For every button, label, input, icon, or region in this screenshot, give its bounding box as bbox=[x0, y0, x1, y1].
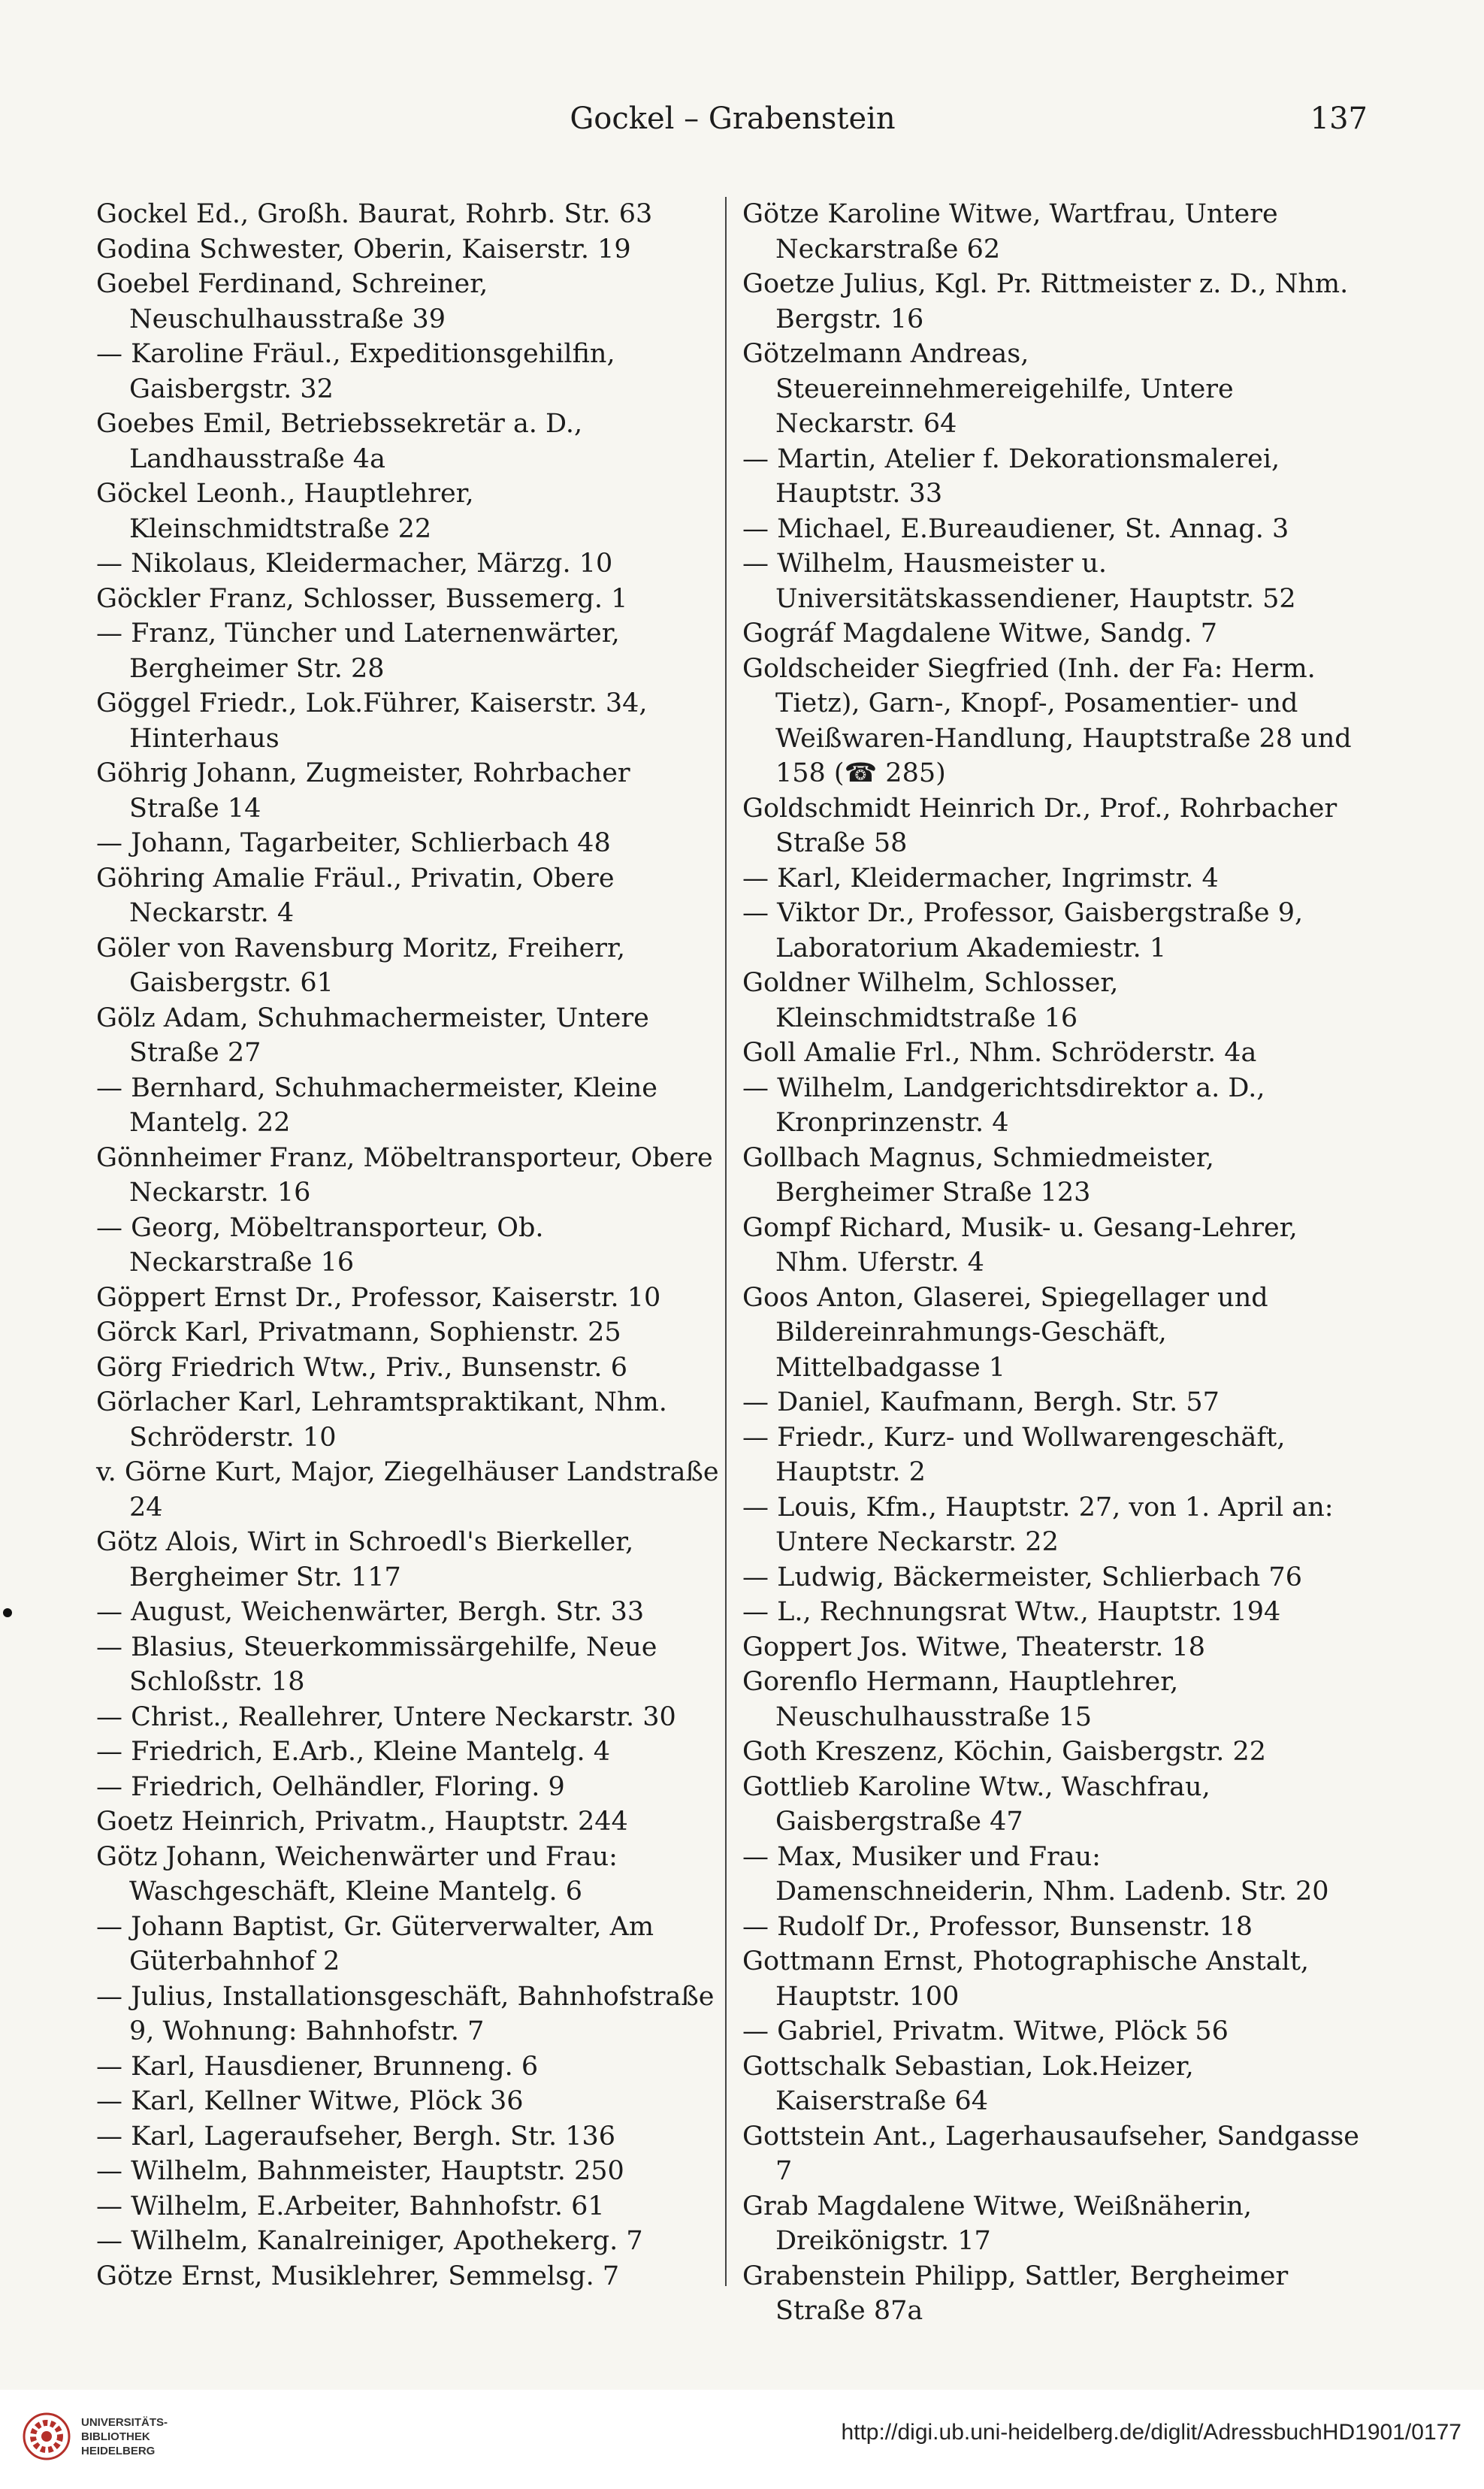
page-number: 137 bbox=[1310, 101, 1368, 136]
directory-entry: Godina Schwester, Oberin, Kaiserstr. 19 bbox=[96, 234, 631, 265]
directory-entry: Götzelmann Andreas, Steuereinnehmereigehilfe, Untere Neckarstr. 64 bbox=[742, 339, 1234, 439]
directory-entry: — Wilhelm, Hausmeister u. Universitätskassendiener, Hauptstr. 52 bbox=[742, 549, 1296, 614]
column-divider bbox=[725, 197, 727, 2286]
logo-line-1: UNIVERSITÄTS- bbox=[81, 2415, 168, 2429]
directory-entry: — Gabriel, Privatm. Witwe, Plöck 56 bbox=[742, 2016, 1229, 2046]
logo-line-2: BIBLIOTHEK bbox=[81, 2430, 150, 2443]
directory-entry: Gottschalk Sebastian, Lok.Heizer, Kaiserstraße 64 bbox=[742, 2051, 1194, 2116]
directory-entry: — Karoline Fräul., Expeditionsgehilfin, Gaisbergstr. 32 bbox=[96, 339, 615, 404]
directory-entry: — Wilhelm, Kanalreiniger, Apothekerg. 7 bbox=[96, 2226, 643, 2256]
library-seal-icon bbox=[23, 2412, 71, 2460]
directory-entry: Grab Magdalene Witwe, Weißnäherin, Dreikönigstr. 17 bbox=[742, 2191, 1252, 2256]
directory-entry: — Ludwig, Bäckermeister, Schlierbach 76 bbox=[742, 1562, 1302, 1592]
directory-entry: — Julius, Installationsgeschäft, Bahnhofstraße 9, Wohnung: Bahnhofstr. 7 bbox=[96, 1981, 715, 2046]
directory-entry: Gompf Richard, Musik- u. Gesang-Lehrer, Nhm. Uferstr. 4 bbox=[742, 1212, 1298, 1278]
directory-entry: Goebes Emil, Betriebssekretär a. D., Landhausstraße 4a bbox=[96, 409, 583, 474]
directory-entry: Gollbach Magnus, Schmiedmeister, Bergheimer Straße 123 bbox=[742, 1142, 1214, 1208]
directory-entry: Goll Amalie Frl., Nhm. Schröderstr. 4a bbox=[742, 1038, 1257, 1068]
directory-entry: — Karl, Lageraufseher, Bergh. Str. 136 bbox=[96, 2121, 616, 2152]
directory-entry: Götz Alois, Wirt in Schroedl's Bierkeller, Bergheimer Str. 117 bbox=[96, 1527, 634, 1592]
directory-entry: — Franz, Tüncher und Laternenwärter, Bergheimer Str. 28 bbox=[96, 618, 620, 684]
directory-entry: Götze Karoline Witwe, Wartfrau, Untere Neckarstraße 62 bbox=[742, 199, 1278, 265]
directory-entry: — Max, Musiker und Frau: Damenschneiderin, Nhm. Ladenb. Str. 20 bbox=[742, 1841, 1329, 1907]
directory-entry: — Christ., Reallehrer, Untere Neckarstr. 30 bbox=[96, 1701, 676, 1732]
directory-entry: — Louis, Kfm., Hauptstr. 27, von 1. April an: Untere Neckarstr. 22 bbox=[742, 1492, 1334, 1557]
directory-entry: Görck Karl, Privatmann, Sophienstr. 25 bbox=[96, 1317, 621, 1347]
directory-entry: — Friedrich, E.Arb., Kleine Mantelg. 4 bbox=[96, 1737, 611, 1767]
directory-entry: Goldschmidt Heinrich Dr., Prof., Rohrbacher Straße 58 bbox=[742, 793, 1337, 858]
directory-entry: Goth Kreszenz, Köchin, Gaisbergstr. 22 bbox=[742, 1737, 1267, 1767]
directory-entry: Gottmann Ernst, Photographische Anstalt, Hauptstr. 100 bbox=[742, 1946, 1310, 2012]
directory-entry: — Friedr., Kurz- und Wollwarengeschäft, Hauptstr. 2 bbox=[742, 1422, 1286, 1487]
directory-entry: — Bernhard, Schuhmachermeister, Kleine Mantelg. 22 bbox=[96, 1072, 657, 1138]
running-title: Gockel – Grabenstein bbox=[570, 101, 896, 136]
directory-entry: — Wilhelm, Landgerichtsdirektor a. D., Kronprinzenstr. 4 bbox=[742, 1072, 1265, 1138]
directory-entry: — Wilhelm, E.Arbeiter, Bahnhofstr. 61 bbox=[96, 2191, 605, 2221]
directory-entry: — August, Weichenwärter, Bergh. Str. 33 bbox=[96, 1597, 645, 1627]
directory-entry: Gockel Ed., Großh. Baurat, Rohrb. Str. 63 bbox=[96, 199, 653, 229]
margin-dot bbox=[3, 1608, 12, 1617]
directory-entry: — Nikolaus, Kleidermacher, Märzg. 10 bbox=[96, 549, 613, 579]
directory-entry: Gográf Magdalene Witwe, Sandg. 7 bbox=[742, 618, 1218, 649]
directory-entry: Goos Anton, Glaserei, Spiegellager und Bildereinrahmungs-Geschäft, Mittelbadgasse 1 bbox=[742, 1282, 1268, 1383]
directory-entry: Götze Ernst, Musiklehrer, Semmelsg. 7 bbox=[96, 2261, 620, 2291]
directory-entry: Grabenstein Philipp, Sattler, Bergheimer Straße 87a bbox=[742, 2261, 1289, 2326]
page-header bbox=[98, 101, 1368, 154]
directory-entry: — Rudolf Dr., Professor, Bunsenstr. 18 bbox=[742, 1911, 1253, 1942]
directory-entry: — L., Rechnungsrat Wtw., Hauptstr. 194 bbox=[742, 1597, 1281, 1627]
directory-entry: Göppert Ernst Dr., Professor, Kaiserstr. 10 bbox=[96, 1282, 661, 1313]
directory-entry: Göckel Leonh., Hauptlehrer, Kleinschmidtstraße 22 bbox=[96, 479, 474, 544]
directory-entry: v. Görne Kurt, Major, Ziegelhäuser Landstraße 24 bbox=[96, 1457, 719, 1523]
directory-entry: — Wilhelm, Bahnmeister, Hauptstr. 250 bbox=[96, 2156, 624, 2186]
directory-entry: Gönnheimer Franz, Möbeltransporteur, Obere Neckarstr. 16 bbox=[96, 1142, 713, 1208]
footer-bar bbox=[0, 2390, 1484, 2489]
source-url-link[interactable]: http://digi.ub.uni-heidelberg.de/diglit/AdressbuchHD1901/0177 bbox=[841, 2420, 1461, 2445]
directory-entry: — Daniel, Kaufmann, Bergh. Str. 57 bbox=[742, 1387, 1220, 1417]
directory-entry: Görlacher Karl, Lehramtspraktikant, Nhm. Schröderstr. 10 bbox=[96, 1387, 667, 1453]
directory-entry: Göler von Ravensburg Moritz, Freiherr, Gaisbergstr. 61 bbox=[96, 933, 626, 998]
directory-entry: — Johann Baptist, Gr. Güterverwalter, Am Güterbahnhof 2 bbox=[96, 1911, 654, 1976]
directory-entry: Goetze Julius, Kgl. Pr. Rittmeister z. D., Nhm. Bergstr. 16 bbox=[742, 269, 1349, 334]
directory-entry: Goldner Wilhelm, Schlosser, Kleinschmidtstraße 16 bbox=[742, 968, 1119, 1033]
directory-entry: Gottlieb Karoline Wtw., Waschfrau, Gaisbergstraße 47 bbox=[742, 1771, 1210, 1837]
directory-entry: Göggel Friedr., Lok.Führer, Kaiserstr. 34, Hinterhaus bbox=[96, 688, 648, 754]
library-logo bbox=[23, 2412, 168, 2460]
directory-entry: — Blasius, Steuerkommissärgehilfe, Neue Schloßstr. 18 bbox=[96, 1632, 657, 1697]
directory-entry: Goetz Heinrich, Privatm., Hauptstr. 244 bbox=[96, 1807, 628, 1837]
directory-entry: — Martin, Atelier f. Dekorationsmalerei, Hauptstr. 33 bbox=[742, 443, 1280, 509]
directory-entry: — Johann, Tagarbeiter, Schlierbach 48 bbox=[96, 828, 611, 858]
directory-entry: — Friedrich, Oelhändler, Floring. 9 bbox=[96, 1771, 565, 1802]
directory-entry: — Karl, Kellner Witwe, Plöck 36 bbox=[96, 2086, 524, 2116]
directory-entry: Goebel Ferdinand, Schreiner, Neuschulhausstraße 39 bbox=[96, 269, 488, 334]
logo-line-3: HEIDELBERG bbox=[81, 2444, 156, 2457]
directory-entry: Götz Johann, Weichenwärter und Frau: Waschgeschäft, Kleine Mantelg. 6 bbox=[96, 1841, 618, 1907]
directory-entry: — Karl, Kleidermacher, Ingrimstr. 4 bbox=[742, 863, 1219, 894]
directory-entry: Göhring Amalie Fräul., Privatin, Obere Neckarstr. 4 bbox=[96, 863, 615, 928]
directory-entry: — Georg, Möbeltransporteur, Ob. Neckarstraße 16 bbox=[96, 1212, 544, 1278]
directory-entry: — Michael, E.Bureaudiener, St. Annag. 3 bbox=[742, 513, 1289, 544]
directory-entry: — Karl, Hausdiener, Brunneng. 6 bbox=[96, 2051, 539, 2082]
directory-entry: Gölz Adam, Schuhmachermeister, Untere Straße 27 bbox=[96, 1003, 649, 1068]
right-column bbox=[742, 197, 1366, 2329]
directory-entry: Göhrig Johann, Zugmeister, Rohrbacher Straße 14 bbox=[96, 758, 630, 824]
directory-entry: Goppert Jos. Witwe, Theaterstr. 18 bbox=[742, 1632, 1206, 1662]
directory-entry: Gottstein Ant., Lagerhausaufseher, Sandgasse 7 bbox=[742, 2121, 1360, 2186]
directory-entry: — Viktor Dr., Professor, Gaisbergstraße 9, Laboratorium Akademiestr. 1 bbox=[742, 898, 1304, 963]
left-column bbox=[96, 197, 720, 2294]
library-logo-text bbox=[81, 2415, 168, 2458]
directory-entry: Görg Friedrich Wtw., Priv., Bunsenstr. 6 bbox=[96, 1352, 627, 1383]
directory-entry: Goldscheider Siegfried (Inh. der Fa: Herm. Tietz), Garn-, Knopf-, Posamentier- und Weißwaren-Handlung, Hauptstraße 28 und 158 (☎ 285) bbox=[742, 653, 1352, 788]
directory-entry: Göckler Franz, Schlosser, Bussemerg. 1 bbox=[96, 583, 628, 614]
directory-entry: Gorenflo Hermann, Hauptlehrer, Neuschulhausstraße 15 bbox=[742, 1667, 1179, 1732]
